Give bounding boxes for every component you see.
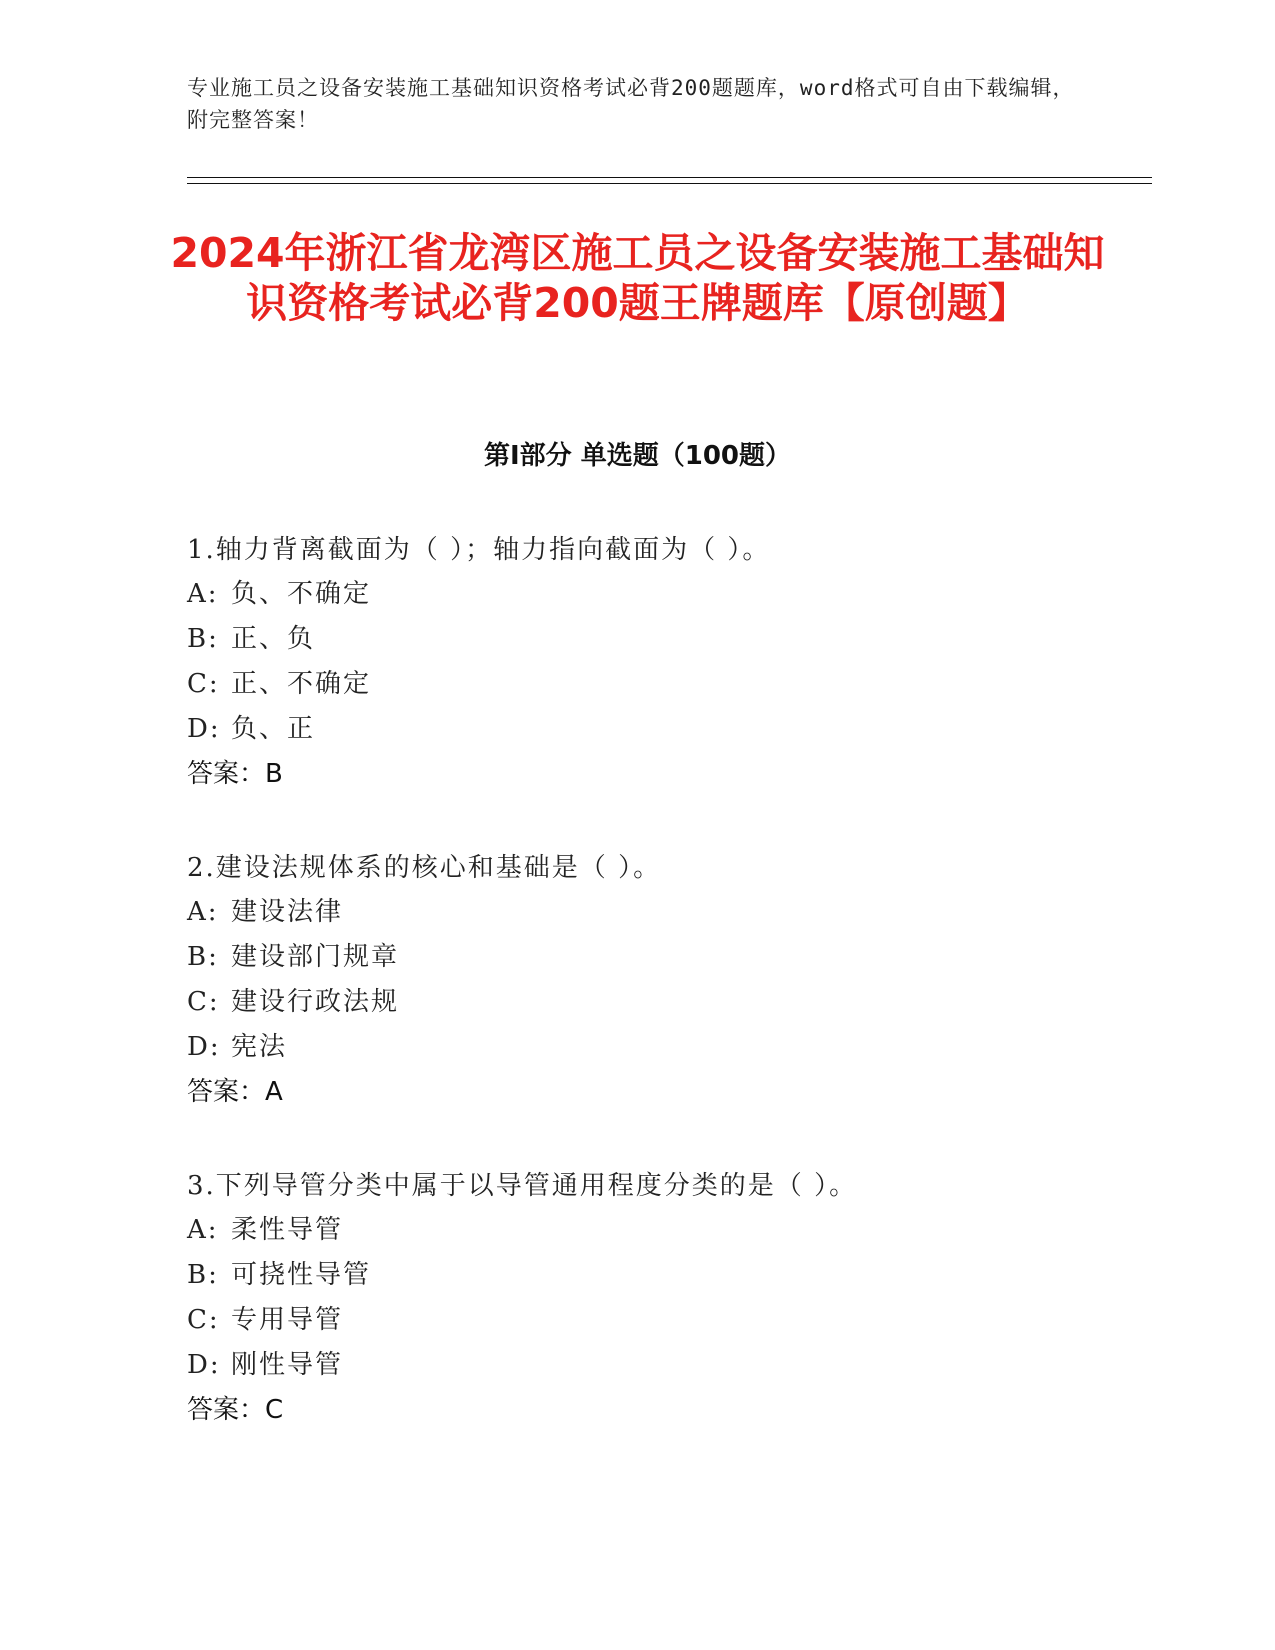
option-text: 正、负 <box>231 624 316 654</box>
option-c <box>187 662 1137 707</box>
document-title: 2024年浙江省龙湾区施工员之设备安装施工基础知识资格考试必背200题王牌题库【原创题】 <box>170 229 1105 327</box>
question-1 <box>187 528 1137 797</box>
option-d <box>187 1025 1137 1070</box>
option-b <box>187 1253 1137 1298</box>
answer-line: 答案：B <box>187 759 283 789</box>
answer-line: 答案：C <box>187 1395 284 1425</box>
question-stem: 3.下列导管分类中属于以导管通用程度分类的是（ ）。 <box>187 1171 858 1201</box>
question-stem: 2.建设法规体系的核心和基础是（ ）。 <box>187 853 662 883</box>
question-2 <box>187 846 1137 1115</box>
option-d <box>187 1343 1137 1388</box>
answer-line: 答案：A <box>187 1077 283 1107</box>
option-a <box>187 890 1137 935</box>
option-key: C: <box>187 987 220 1017</box>
header-note: 专业施工员之设备安装施工基础知识资格考试必背200题题库，word格式可自由下载编辑，附完整答案！ <box>187 76 1075 132</box>
option-key: A: <box>187 579 219 609</box>
option-text: 刚性导管 <box>231 1350 344 1380</box>
question-3 <box>187 1164 1137 1433</box>
option-key: D: <box>187 1350 221 1380</box>
option-text: 建设法律 <box>231 897 344 927</box>
option-c <box>187 980 1137 1025</box>
option-b <box>187 935 1137 980</box>
option-a <box>187 572 1137 617</box>
option-key: B: <box>187 942 219 972</box>
header-divider-bottom <box>187 183 1152 184</box>
option-text: 正、不确定 <box>231 669 372 699</box>
option-key: C: <box>187 1305 220 1335</box>
option-key: A: <box>187 1215 219 1245</box>
option-key: B: <box>187 624 219 654</box>
option-text: 宪法 <box>231 1032 288 1062</box>
option-text: 柔性导管 <box>231 1215 344 1245</box>
option-text: 可挠性导管 <box>231 1260 372 1290</box>
option-key: D: <box>187 714 221 744</box>
option-key: D: <box>187 1032 221 1062</box>
option-text: 负、正 <box>231 714 316 744</box>
option-a <box>187 1208 1137 1253</box>
option-key: C: <box>187 669 220 699</box>
option-text: 建设部门规章 <box>231 942 400 972</box>
option-text: 负、不确定 <box>231 579 372 609</box>
header-divider-top <box>187 177 1152 178</box>
option-key: A: <box>187 897 219 927</box>
option-key: B: <box>187 1260 219 1290</box>
option-b <box>187 617 1137 662</box>
option-d <box>187 707 1137 752</box>
option-text: 建设行政法规 <box>231 987 400 1017</box>
section-title: 第Ⅰ部分 单选题（100题） <box>484 441 791 471</box>
question-stem: 1.轴力背离截面为（ ）；轴力指向截面为（ ）。 <box>187 535 771 565</box>
option-c <box>187 1298 1137 1343</box>
option-text: 专用导管 <box>231 1305 344 1335</box>
